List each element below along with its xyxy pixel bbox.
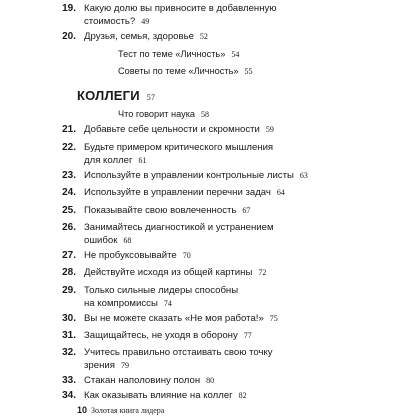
- entry-number: 32.: [62, 347, 76, 358]
- page-footer: [77, 405, 164, 415]
- toc-entry-29: [62, 284, 404, 310]
- entry-page: 64: [276, 188, 285, 197]
- entry-title-line-1: Учитесь правильно отстаивать свою точку: [84, 347, 273, 358]
- subentry-title: Тест по теме «Личность»: [118, 49, 226, 59]
- toc-entry-24: [62, 186, 404, 199]
- entry-page: 52: [199, 32, 208, 41]
- entry-page: 82: [238, 391, 247, 400]
- entry-number: 22.: [62, 142, 76, 153]
- book-title: Золотая книга лидера: [91, 406, 165, 415]
- entry-page: 63: [299, 171, 308, 180]
- toc-entry-31: [62, 329, 404, 342]
- entry-title-line-1: Какую долю вы привносите в добавленную: [84, 3, 277, 14]
- entry-page: 79: [120, 361, 129, 370]
- entry-title-line-2: на компромиссы: [84, 298, 158, 309]
- entry-title-line-2: ошибок: [84, 235, 118, 246]
- subentry-title: Советы по теме «Личность»: [118, 66, 239, 76]
- toc-entry-28: [62, 266, 404, 279]
- entry-number: 19.: [62, 3, 76, 14]
- toc-entry-25: [62, 204, 404, 217]
- entry-number: 20.: [62, 31, 76, 42]
- entry-page: 77: [243, 331, 252, 340]
- entry-title: Показывайте свою вовлеченность: [84, 205, 237, 216]
- toc-subentry: [118, 48, 239, 61]
- toc-entry-20: [62, 30, 404, 43]
- entry-page: 75: [269, 314, 278, 323]
- toc-entry-22: [62, 141, 404, 167]
- entry-title: Защищайтесь, не уходя в оборону: [84, 330, 238, 341]
- entry-number: 21.: [62, 124, 76, 135]
- entry-title: Как оказывать влияние на коллег: [84, 390, 233, 401]
- subentry-title: Что говорит наука: [118, 109, 196, 119]
- toc-entry-27: [62, 249, 404, 262]
- section-heading: [77, 88, 155, 103]
- toc-entry-26: [62, 221, 404, 247]
- subentry-page: 58: [201, 110, 210, 119]
- entry-title: Стакан наполовину полон: [84, 375, 201, 386]
- entry-page: 68: [123, 236, 132, 245]
- entry-number: 27.: [62, 250, 76, 261]
- entry-number: 23.: [62, 170, 76, 181]
- toc-entry-19: [62, 2, 404, 28]
- page-number: 10: [77, 405, 88, 415]
- entry-number: 28.: [62, 267, 76, 278]
- toc-entry-34: [62, 389, 404, 402]
- entry-title: Используйте в управлении контрольные листы: [84, 170, 294, 181]
- entry-number: 31.: [62, 330, 76, 341]
- section-page: 57: [146, 93, 156, 102]
- toc-subentry: [118, 108, 209, 121]
- entry-title-line-2: стоимость?: [84, 16, 136, 27]
- entry-page: 74: [163, 299, 172, 308]
- entry-number: 34.: [62, 390, 76, 401]
- entry-title: Добавьте себе цельности и скромности: [84, 124, 260, 135]
- entry-title: Вы не можете сказать «Не моя работа!»: [84, 313, 264, 324]
- entry-page: 61: [138, 156, 147, 165]
- toc-entry-21: [62, 123, 404, 136]
- entry-title: Не пробуксовывайте: [84, 250, 177, 261]
- entry-number: 30.: [62, 313, 76, 324]
- entry-page: 67: [242, 206, 251, 215]
- entry-number: 26.: [62, 222, 76, 233]
- toc-entry-30: [62, 312, 404, 325]
- entry-number: 29.: [62, 285, 76, 296]
- toc-entry-33: [62, 374, 404, 387]
- entry-title-line-2: для коллег: [84, 155, 133, 166]
- entry-title: Друзья, семья, здоровье: [84, 31, 194, 42]
- entry-page: 59: [265, 125, 274, 134]
- toc-entry-32: [62, 346, 404, 372]
- entry-number: 24.: [62, 187, 76, 198]
- entry-page: 49: [141, 17, 150, 26]
- entry-title: Используйте в управлении перечни задач: [84, 187, 271, 198]
- entry-number: 25.: [62, 205, 76, 216]
- subentry-page: 55: [244, 67, 253, 76]
- entry-title-line-1: Занимайтесь диагностикой и устранением: [84, 222, 274, 233]
- entry-number: 33.: [62, 375, 76, 386]
- entry-page: 70: [182, 251, 191, 260]
- toc-entry-23: [62, 169, 404, 182]
- entry-title-line-2: зрения: [84, 360, 115, 371]
- subentry-page: 54: [231, 50, 240, 59]
- entry-title-line-1: Будьте примером критического мышления: [84, 142, 274, 153]
- toc-subentry: [118, 65, 252, 78]
- entry-title-line-1: Только сильные лидеры способны: [84, 285, 239, 296]
- entry-page: 80: [206, 376, 215, 385]
- entry-title: Действуйте исходя из общей картины: [84, 267, 253, 278]
- entry-page: 72: [258, 268, 267, 277]
- section-title: КОЛЛЕГИ: [77, 88, 140, 103]
